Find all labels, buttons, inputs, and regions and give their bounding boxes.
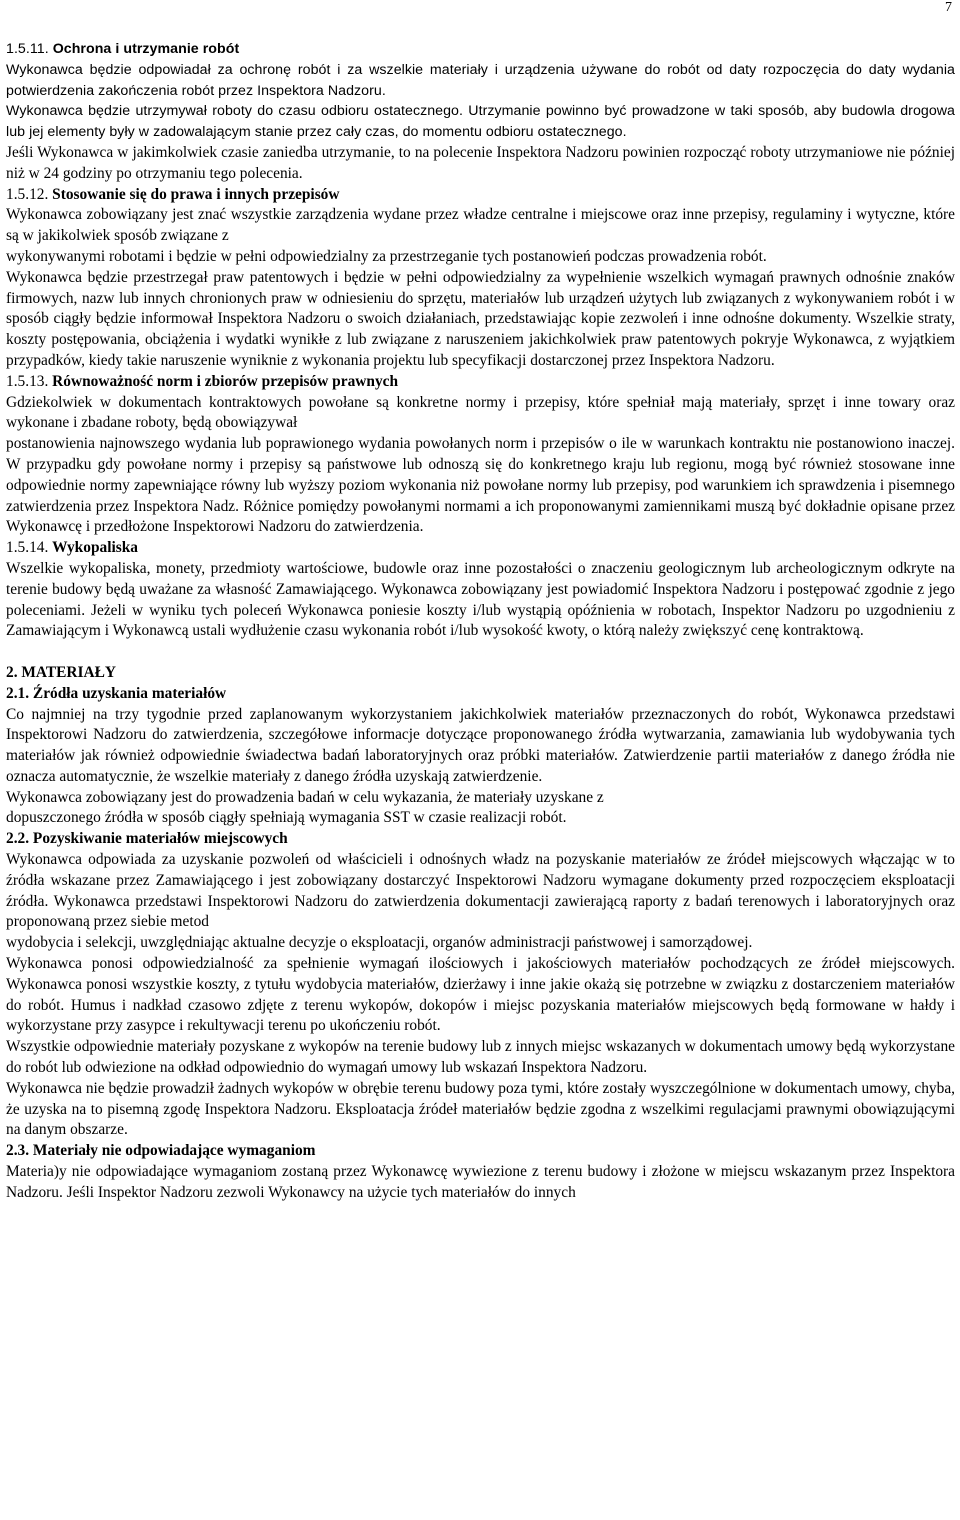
paragraph: postanowienia najnowszego wydania lub poprawionego wydania powołanych norm i przepisów o ile w warunkach kontraktu nie postanowiono inaczej. W przypadku gdy powołane normy i przepisy są państwowe lub odnoszą się do konkretnego kraju lub regionu, mogą być również stosowane inne odpowiednie normy zapewniające równy lub wyższy poziom wykonania niż powołane normy lub przepisy, pod warunkiem ich sprawdzenia i pisemnego zatwierdzenia przez Inspektora Nadz. Różnice pomiędzy powołanymi normami a ich proponowanymi zamiennikami muszą być dokładnie opisane przez Wykonawcę i przedłożone Inspektorowi Nadzoru do zatwierdzenia.: [6, 435, 955, 536]
section-title: Ochrona i utrzymanie robót: [52, 41, 240, 57]
page-number: 7: [945, 0, 952, 15]
section-title: Wykopaliska: [52, 539, 138, 557]
section-heading-2-2: 2.2. Pozyskiwanie materiałów miejscowych: [6, 830, 288, 848]
section-number: 1.5.13.: [6, 372, 53, 390]
section-heading-1-5-13: [6, 372, 955, 393]
paragraph: wykonywanymi robotami i będzie w pełni odpowiedzialny za przestrzeganie tych postanowień podczas prowadzenia robót.: [6, 247, 767, 265]
section-number: 1.5.14.: [6, 539, 53, 557]
paragraph: Wykonawca będzie odpowiadał za ochronę robót i za wszelkie materiały i urządzenia używane do robót od daty rozpoczęcia do daty wydania potwierdzenia zakończenia robót przez Inspektora Nadzoru.: [6, 61, 955, 99]
section-number: 1.5.11.: [6, 41, 53, 57]
document-body: [6, 39, 955, 1204]
section-number: 1.5.12.: [6, 185, 53, 203]
paragraph: Gdziekolwiek w dokumentach kontraktowych powołane są konkretne normy i przepisy, które spełniał mają materiały, sprzęt i inne towary oraz wykonane i zbadane roboty, będą obowiązywał: [6, 393, 955, 432]
section-heading-2-3: 2.3. Materiały nie odpowiadające wymaganiom: [6, 1142, 316, 1160]
section-heading-1-5-11: [6, 39, 955, 60]
paragraph: Co najmniej na trzy tygodnie przed zaplanowanym wykorzystaniem jakichkolwiek materiałów przeznaczonych do robót, Wykonawca przedstawi Inspektorowi Nadzoru do zatwierdzenia, szczegółowe informacje dotyczące proponowanego źródła wytwarzania, zamawiania lub wydobywania tych materiałów jak również odpowiednie świadectwa badań laboratoryjnych oraz próbki materiałów. Zatwierdzenie partii materiałów z danego źródła nie oznacza automatycznie, że wszelkie materiały z danego źródła uzyskają zatwierdzenie.: [6, 705, 955, 785]
paragraph: Wykonawca nie będzie prowadził żadnych wykopów w obrębie terenu budowy poza tymi, które zostały wyszczególnione w dokumentach umowy, chyba, że uzyska na to pisemną zgodę Inspektora Nadzoru. Eksploatacja źródeł materiałów będzie zgodna z wszelkimi regulacjami prawnymi obowiązującymi na danym obszarze.: [6, 1079, 956, 1139]
paragraph: Wykonawca zobowiązany jest do prowadzenia badań w celu wykazania, że materiały uzyskane z: [6, 788, 604, 806]
section-title: Stosowanie się do prawa i innych przepisów: [52, 185, 340, 203]
section-heading-1-5-14: [6, 538, 955, 559]
paragraph: [6, 101, 955, 143]
paragraph: Wykonawca będzie przestrzegał praw patentowych i będzie w pełni odpowiedzialny za wypełnienie wszelkich wymagań prawnych odnośnie znaków firmowych, nazw lub innych chronionych praw w odniesieniu do sprzętu, materiałów lub urządzeń użytych lub związanych z wykonywaniem robót i w sposób ciągły będzie informował Inspektora Nadzoru o swoich działaniach, przedstawiając kopie zezwoleń i inne odnośne dokumenty. Wszelkie straty, koszty postępowania, obciążenia i wydatki wynikłe z lub związane z naruszeniem jakichkolwiek praw patentowych pokryje Wykonawca, z wyjątkiem przypadków, kiedy takie naruszenie wyniknie z wykonania projektu lub specyfikacji dostarczonej przez Inspektora Nadzoru.: [6, 268, 955, 369]
paragraph: Materia)y nie odpowiadające wymaganiom zostaną przez Wykonawcę wywiezione z terenu budowy i złożone w miejscu wskazanym przez Inspektora Nadzoru. Jeśli Inspektor Nadzoru zezwoli Wykonawcy na użycie tych materiałów do innych: [6, 1163, 955, 1201]
paragraph-part: Wykonawca będzie utrzymywał roboty do czasu odbioru ostatecznego.: [6, 103, 463, 120]
paragraph: dopuszczonego źródła w sposób ciągły spełniają wymagania SST w czasie realizacji robót.: [6, 809, 567, 827]
spacer: [6, 642, 955, 663]
paragraph: Wykonawca zobowiązany jest znać wszystkie zarządzenia wydane przez władze centralne i miejscowe oraz inne przepisy, regulaminy i wytyczne, które są w jakikolwiek sposób związane z: [6, 206, 955, 245]
chapter-heading: 2. MATERIAŁY: [6, 663, 117, 681]
paragraph: Wszelkie wykopaliska, monety, przedmioty wartościowe, budowle oraz inne pozostałości o znaczeniu geologicznym lub archeologicznym odkryte na terenie budowy będą uważane za własność Zamawiającego. Wykonawca zobowiązany jest powiadomić Inspektora Nadzoru i postępować zgodnie z jego poleceniami. Jeżeli w wyniku tych poleceń Wykonawca poniesie koszty i/lub wystąpią opóźnienia w robotach, Inspektor Nadzoru po uzgodnieniu z Zamawiającym i Wykonawcą ustali wydłużenie czasu wykonania robót i/lub wysokość kwoty, o którą należy zwiększyć cenę kontraktową.: [6, 559, 955, 640]
paragraph: Jeśli Wykonawca w jakimkolwiek czasie zaniedba utrzymanie, to na polecenie Inspektora Nadzoru powinien rozpocząć roboty utrzymaniowe nie później niż w 24 godziny po otrzymaniu tego polecenia.: [6, 143, 955, 182]
paragraph: wydobycia i selekcji, uwzględniając aktualne decyzje o eksploatacji, organów administracji państwowej i samorządowej.: [6, 934, 753, 952]
paragraph: Wykonawca ponosi odpowiedzialność za spełnienie wymagań ilościowych i jakościowych materiałów pochodzących ze źródeł miejscowych. Wykonawca ponosi wszystkie koszty, z tytułu wydobycia materiałów, dzierżawy i inne jakie okażą się potrzebne w związku z dostarczeniem materiałów do robót. Humus i nadkład czasowo zdjęte z terenu wykopów, dokopów i miejsc pozyskania materiałów miejscowych będą formowane w hałdy i wykorzystane przy zasypce i rekultywacji terenu po ukończeniu robót.: [6, 955, 955, 1035]
paragraph: Wykonawca odpowiada za uzyskanie pozwoleń od właścicieli i odnośnych władz na pozyskanie materiałów ze źródeł miejscowych włączając w to źródła wskazane przez Zamawiającego i jest zobowiązany dostarczyć Inspektorowi Nadzoru wymagane dokumenty przed rozpoczęciem eksploatacji źródła. Wykonawca przedstawi Inspektorowi Nadzoru do zatwierdzenia dokumentacji zawierającą raporty z badań terenowych i laboratoryjnych oraz proponowaną przez siebie metod: [6, 851, 955, 931]
section-heading-1-5-12: [6, 185, 955, 206]
paragraph-part: Utrzymanie powinno być prowadzone w taki sposób, aby budowla drogowa lub jej elementy były w zadowalającym stanie przez cały czas, do momentu odbioru ostatecznego.: [6, 103, 955, 141]
section-title: Równoważność norm i zbiorów przepisów prawnych: [52, 372, 399, 390]
paragraph: Wszystkie odpowiednie materiały pozyskane z wykopów na terenie budowy lub z innych miejsc wskazanych w dokumentach umowy będą wykorzystane do robót lub odwiezione na odkład odpowiednio do wymagań umowy lub wskazań Inspektora Nadzoru.: [6, 1038, 955, 1077]
section-heading-2-1: 2.1. Źródła uzyskania materiałów: [6, 684, 227, 702]
